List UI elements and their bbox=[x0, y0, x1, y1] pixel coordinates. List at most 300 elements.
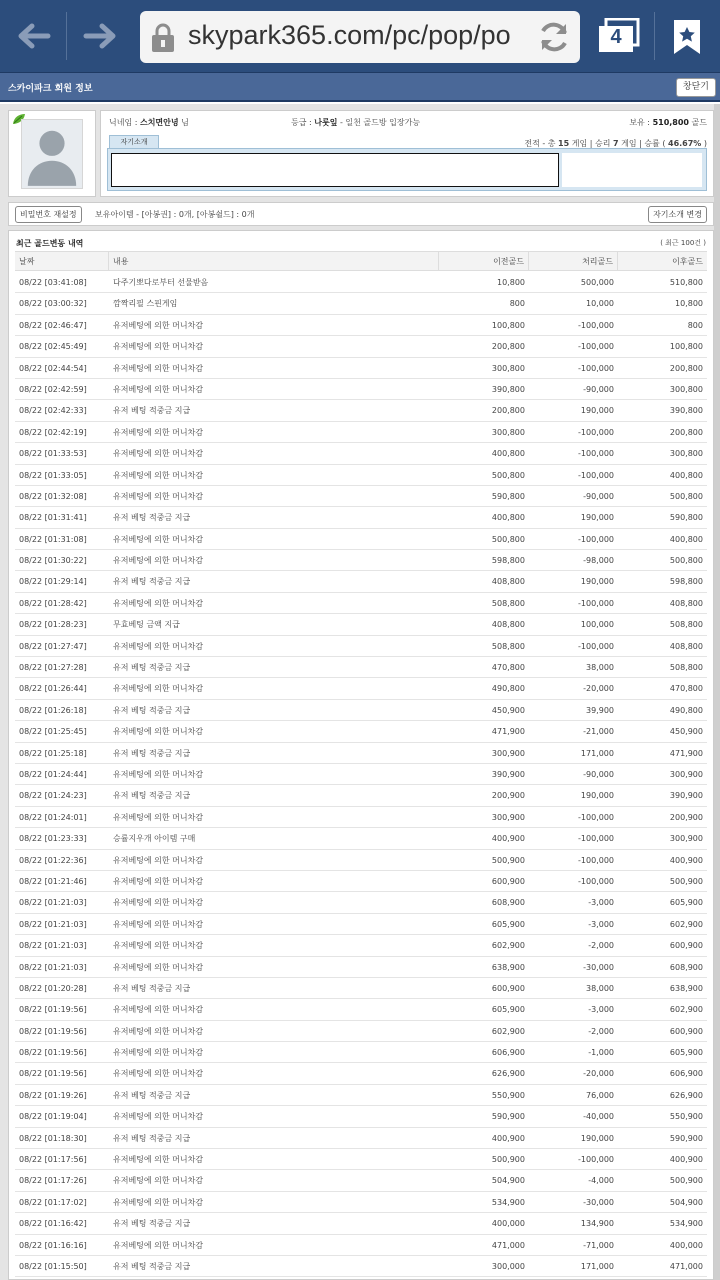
row-after-gold: 471,000 bbox=[669, 1261, 703, 1271]
row-proc-gold: -100,000 bbox=[578, 812, 614, 822]
row-proc-gold: -3,000 bbox=[588, 919, 614, 929]
forward-button[interactable] bbox=[78, 14, 122, 58]
row-prev-gold: 400,000 bbox=[491, 1219, 525, 1229]
row-date: 08/22 [01:16:16] bbox=[19, 1240, 87, 1250]
row-desc: 유저베팅에 의한 머니차감 bbox=[113, 876, 204, 886]
row-prev-gold: 10,800 bbox=[497, 278, 525, 287]
table-row bbox=[15, 486, 707, 507]
table-row bbox=[15, 957, 707, 978]
balance-line: 보유 : 510,800 골드 bbox=[629, 118, 707, 127]
row-after-gold: 606,900 bbox=[669, 1069, 703, 1079]
back-button[interactable] bbox=[12, 14, 56, 58]
column-header-prev: 이전골드 bbox=[439, 252, 529, 271]
row-prev-gold: 200,800 bbox=[491, 342, 525, 352]
table-row bbox=[15, 1042, 707, 1063]
row-after-gold: 10,800 bbox=[675, 299, 703, 309]
row-proc-gold: -3,000 bbox=[588, 1005, 614, 1015]
url-text: skypark365.com/pc/pop/po bbox=[188, 20, 511, 50]
row-prev-gold: 408,800 bbox=[491, 577, 525, 587]
row-after-gold: 550,900 bbox=[669, 1112, 703, 1122]
toolbar-divider bbox=[654, 12, 655, 60]
row-date: 08/22 [01:21:03] bbox=[19, 962, 87, 972]
row-proc-gold: -20,000 bbox=[583, 1069, 614, 1079]
row-date: 08/22 [01:17:56] bbox=[19, 1155, 87, 1165]
row-proc-gold: -100,000 bbox=[578, 876, 614, 886]
row-after-gold: 602,900 bbox=[669, 919, 703, 929]
row-after-gold: 590,800 bbox=[669, 513, 703, 523]
table-row bbox=[15, 1256, 707, 1277]
row-prev-gold: 200,900 bbox=[491, 791, 525, 801]
row-proc-gold: -100,000 bbox=[578, 427, 614, 437]
row-date: 08/22 [02:44:54] bbox=[19, 363, 87, 373]
row-proc-gold: 38,000 bbox=[586, 663, 614, 673]
row-date: 08/22 [01:26:18] bbox=[19, 705, 87, 715]
row-proc-gold: -2,000 bbox=[588, 941, 614, 951]
row-proc-gold: -90,000 bbox=[583, 491, 614, 501]
table-row bbox=[15, 550, 707, 571]
row-desc: 유저 베팅 적중금 지급 bbox=[113, 1261, 191, 1271]
row-desc: 유저베팅에 의한 머니차감 bbox=[113, 384, 204, 394]
row-prev-gold: 450,900 bbox=[491, 705, 525, 715]
table-row bbox=[15, 443, 707, 464]
row-after-gold: 300,800 bbox=[669, 384, 703, 394]
row-desc: 유저베팅에 의한 머니차감 bbox=[113, 769, 204, 779]
row-proc-gold: -100,000 bbox=[578, 1155, 614, 1165]
row-proc-gold: 134,900 bbox=[580, 1219, 614, 1229]
row-prev-gold: 300,900 bbox=[491, 812, 525, 822]
row-date: 08/22 [02:42:19] bbox=[19, 427, 87, 437]
table-row bbox=[15, 614, 707, 635]
row-date: 08/22 [01:27:28] bbox=[19, 663, 87, 673]
row-prev-gold: 606,900 bbox=[491, 1048, 525, 1058]
row-prev-gold: 638,900 bbox=[491, 962, 525, 972]
row-date: 08/22 [01:32:08] bbox=[19, 491, 87, 501]
table-row bbox=[15, 785, 707, 806]
row-after-gold: 600,900 bbox=[669, 1026, 703, 1036]
table-row bbox=[15, 871, 707, 892]
row-proc-gold: -3,000 bbox=[588, 898, 614, 908]
table-row bbox=[15, 1170, 707, 1191]
table-row bbox=[15, 1235, 707, 1256]
browser-toolbar bbox=[0, 0, 720, 72]
row-after-gold: 408,800 bbox=[669, 641, 703, 651]
row-after-gold: 598,800 bbox=[669, 577, 703, 587]
row-prev-gold: 200,800 bbox=[491, 406, 525, 416]
row-prev-gold: 390,800 bbox=[491, 384, 525, 394]
table-row bbox=[15, 422, 707, 443]
history-rows bbox=[15, 272, 707, 1277]
row-prev-gold: 500,900 bbox=[491, 855, 525, 865]
row-after-gold: 200,800 bbox=[669, 427, 703, 437]
reset-password-button[interactable]: 비밀번호 재설정 bbox=[15, 206, 82, 223]
row-prev-gold: 470,800 bbox=[491, 663, 525, 673]
table-row bbox=[15, 1063, 707, 1084]
row-desc: 유저 베팅 적중금 지급 bbox=[113, 1133, 191, 1143]
row-after-gold: 490,800 bbox=[669, 705, 703, 715]
row-desc: 유저베팅에 의한 머니차감 bbox=[113, 898, 204, 908]
row-after-gold: 390,900 bbox=[669, 791, 703, 801]
table-row bbox=[15, 721, 707, 742]
column-header-proc: 처리골드 bbox=[529, 252, 618, 271]
row-date: 08/22 [01:21:03] bbox=[19, 941, 87, 951]
row-date: 08/22 [01:28:23] bbox=[19, 620, 87, 630]
table-row bbox=[15, 1192, 707, 1213]
table-row bbox=[15, 1213, 707, 1234]
row-after-gold: 500,900 bbox=[669, 1176, 703, 1186]
table-row bbox=[15, 358, 707, 379]
row-date: 08/22 [01:27:47] bbox=[19, 641, 87, 651]
row-after-gold: 602,900 bbox=[669, 1005, 703, 1015]
self-intro-box bbox=[107, 148, 707, 191]
row-prev-gold: 626,900 bbox=[491, 1069, 525, 1079]
row-desc: 무효베팅 금액 지급 bbox=[113, 620, 180, 630]
column-header-after: 이후골드 bbox=[672, 257, 703, 266]
row-date: 08/22 [01:19:56] bbox=[19, 1026, 87, 1036]
row-desc: 유저베팅에 의한 머니차감 bbox=[113, 598, 204, 608]
row-after-gold: 400,000 bbox=[669, 1240, 703, 1250]
row-after-gold: 600,900 bbox=[669, 941, 703, 951]
row-date: 08/22 [01:29:14] bbox=[19, 577, 87, 587]
row-date: 08/22 [01:15:50] bbox=[19, 1261, 87, 1271]
row-desc: 유저베팅에 의한 머니차감 bbox=[113, 941, 204, 951]
row-proc-gold: 500,000 bbox=[580, 278, 614, 287]
row-desc: 유저베팅에 의한 머니차감 bbox=[113, 534, 204, 544]
table-row bbox=[15, 850, 707, 871]
row-prev-gold: 300,900 bbox=[491, 748, 525, 758]
row-prev-gold: 800 bbox=[509, 299, 525, 309]
row-after-gold: 510,800 bbox=[669, 278, 703, 287]
row-desc: 유저베팅에 의한 머니차감 bbox=[113, 320, 204, 330]
row-date: 08/22 [01:24:44] bbox=[19, 769, 87, 779]
row-after-gold: 590,900 bbox=[669, 1133, 703, 1143]
row-after-gold: 450,900 bbox=[669, 727, 703, 737]
row-date: 08/22 [01:21:03] bbox=[19, 898, 87, 908]
row-desc: 유저 베팅 적중금 지급 bbox=[113, 577, 191, 587]
row-date: 08/22 [01:20:28] bbox=[19, 983, 87, 993]
row-after-gold: 200,800 bbox=[669, 363, 703, 373]
table-row bbox=[15, 1128, 707, 1149]
row-date: 08/22 [01:24:01] bbox=[19, 812, 87, 822]
scroll-edge bbox=[714, 104, 720, 1280]
row-desc: 유저 베팅 적중금 지급 bbox=[113, 705, 191, 715]
row-proc-gold: 171,000 bbox=[580, 1261, 614, 1271]
row-proc-gold: -30,000 bbox=[583, 1197, 614, 1207]
balance: 510,800 bbox=[652, 118, 689, 127]
row-proc-gold: -98,000 bbox=[583, 556, 614, 566]
row-date: 08/22 [01:23:33] bbox=[19, 834, 87, 844]
row-after-gold: 400,900 bbox=[669, 1155, 703, 1165]
row-prev-gold: 608,900 bbox=[491, 898, 525, 908]
row-after-gold: 800 bbox=[687, 320, 703, 330]
row-desc: 유저베팅에 의한 머니차감 bbox=[113, 684, 204, 694]
row-desc: 유저베팅에 의한 머니차감 bbox=[113, 427, 204, 437]
row-proc-gold: 190,000 bbox=[580, 791, 614, 801]
row-date: 08/22 [01:25:45] bbox=[19, 727, 87, 737]
row-desc: 유저 베팅 적중금 지급 bbox=[113, 406, 191, 416]
row-after-gold: 608,900 bbox=[669, 962, 703, 972]
row-prev-gold: 605,900 bbox=[491, 919, 525, 929]
row-proc-gold: -1,000 bbox=[588, 1048, 614, 1058]
row-desc: 유저 베팅 적중금 지급 bbox=[113, 983, 191, 993]
row-desc: 유저베팅에 의한 머니차감 bbox=[113, 727, 204, 737]
game-record: 전적 - 총 15 게임 | 승리 7 게임 | 승률 ( 46.67% ) bbox=[524, 139, 707, 148]
row-desc: 유저베팅에 의한 머니차감 bbox=[113, 449, 204, 459]
row-after-gold: 471,900 bbox=[669, 748, 703, 758]
lock-icon bbox=[150, 23, 176, 53]
row-desc: 유저 베팅 적중금 지급 bbox=[113, 791, 191, 801]
row-prev-gold: 602,900 bbox=[491, 1026, 525, 1036]
bookmark-icon[interactable] bbox=[672, 18, 702, 56]
row-after-gold: 470,800 bbox=[669, 684, 703, 694]
row-date: 08/22 [01:25:18] bbox=[19, 748, 87, 758]
owned-items: 보유아이템 - [아봉권] : 0개, [아봉쉴드] : 0개 bbox=[95, 210, 255, 219]
row-desc: 다주기뽀다로부터 선물받음 bbox=[113, 278, 209, 287]
row-prev-gold: 390,900 bbox=[491, 769, 525, 779]
row-after-gold: 605,900 bbox=[669, 1048, 703, 1058]
row-date: 08/22 [01:21:46] bbox=[19, 876, 87, 886]
table-row bbox=[15, 1106, 707, 1127]
row-proc-gold: 10,000 bbox=[586, 299, 614, 309]
table-row bbox=[15, 935, 707, 956]
nickname: 스치면안녕 bbox=[139, 118, 179, 127]
table-row bbox=[15, 1021, 707, 1042]
row-proc-gold: -90,000 bbox=[583, 384, 614, 394]
row-date: 08/22 [01:16:42] bbox=[19, 1219, 87, 1229]
row-desc: 유저베팅에 의한 머니차감 bbox=[113, 556, 204, 566]
row-prev-gold: 504,900 bbox=[491, 1176, 525, 1186]
row-prev-gold: 100,800 bbox=[491, 320, 525, 330]
row-desc: 유저베팅에 의한 머니차감 bbox=[113, 812, 204, 822]
row-proc-gold: -100,000 bbox=[578, 534, 614, 544]
row-prev-gold: 590,800 bbox=[491, 491, 525, 501]
table-row bbox=[15, 764, 707, 785]
row-desc: 유저베팅에 의한 머니차감 bbox=[113, 1005, 204, 1015]
row-prev-gold: 602,900 bbox=[491, 941, 525, 951]
row-date: 08/22 [01:18:30] bbox=[19, 1133, 87, 1143]
profile-info-panel bbox=[100, 110, 714, 197]
row-proc-gold: -100,000 bbox=[578, 470, 614, 480]
row-prev-gold: 400,800 bbox=[491, 449, 525, 459]
table-row bbox=[15, 529, 707, 550]
row-desc: 유저베팅에 의한 머니차감 bbox=[113, 470, 204, 480]
row-after-gold: 504,900 bbox=[669, 1197, 703, 1207]
grade: 나룻잎 bbox=[314, 118, 338, 127]
row-date: 08/22 [01:31:08] bbox=[19, 534, 87, 544]
row-proc-gold: 190,000 bbox=[580, 406, 614, 416]
row-prev-gold: 508,800 bbox=[491, 598, 525, 608]
row-desc: 유저베팅에 의한 머니차감 bbox=[113, 641, 204, 651]
table-row bbox=[15, 914, 707, 935]
table-row bbox=[15, 892, 707, 913]
row-proc-gold: 39,900 bbox=[586, 705, 614, 715]
column-header-desc: 내용 bbox=[109, 252, 439, 271]
row-prev-gold: 500,800 bbox=[491, 534, 525, 544]
row-proc-gold: 100,000 bbox=[580, 620, 614, 630]
row-after-gold: 626,900 bbox=[669, 1090, 703, 1100]
table-header bbox=[15, 251, 707, 271]
row-proc-gold: -100,000 bbox=[578, 641, 614, 651]
row-prev-gold: 590,900 bbox=[491, 1112, 525, 1122]
table-row bbox=[15, 507, 707, 528]
profile-photo-box bbox=[8, 110, 96, 197]
avatar bbox=[21, 119, 83, 189]
row-date: 08/22 [01:19:04] bbox=[19, 1112, 87, 1122]
row-prev-gold: 605,900 bbox=[491, 1005, 525, 1015]
row-desc: 유저 베팅 적중금 지급 bbox=[113, 748, 191, 758]
table-row bbox=[15, 379, 707, 400]
row-desc: 유저베팅에 의한 머니차감 bbox=[113, 855, 204, 865]
reload-icon[interactable] bbox=[536, 19, 572, 55]
row-prev-gold: 508,800 bbox=[491, 641, 525, 651]
row-prev-gold: 598,800 bbox=[491, 556, 525, 566]
account-actions-bar bbox=[8, 202, 714, 226]
row-proc-gold: -100,000 bbox=[578, 598, 614, 608]
row-after-gold: 534,900 bbox=[669, 1219, 703, 1229]
tab-self-intro[interactable]: 자기소개 bbox=[109, 135, 159, 148]
row-proc-gold: 38,000 bbox=[586, 983, 614, 993]
row-proc-gold: 190,000 bbox=[580, 513, 614, 523]
table-row bbox=[15, 571, 707, 592]
table-row bbox=[15, 636, 707, 657]
row-date: 08/22 [01:17:26] bbox=[19, 1176, 87, 1186]
row-after-gold: 200,900 bbox=[669, 812, 703, 822]
row-date: 08/22 [01:22:36] bbox=[19, 855, 87, 865]
self-intro-area bbox=[562, 153, 702, 187]
row-proc-gold: -100,000 bbox=[578, 834, 614, 844]
row-prev-gold: 300,800 bbox=[491, 427, 525, 437]
row-proc-gold: -71,000 bbox=[583, 1240, 614, 1250]
column-header-date: 날짜 bbox=[15, 252, 109, 271]
user-silhouette-icon bbox=[22, 120, 82, 188]
row-desc: 유저 베팅 적중금 지급 bbox=[113, 1090, 191, 1100]
row-proc-gold: -100,000 bbox=[578, 342, 614, 352]
row-desc: 유저 베팅 적중금 지급 bbox=[113, 513, 191, 523]
row-desc: 유저베팅에 의한 머니차감 bbox=[113, 1240, 204, 1250]
row-date: 08/22 [01:26:44] bbox=[19, 684, 87, 694]
table-row bbox=[15, 400, 707, 421]
table-row bbox=[15, 828, 707, 849]
table-row bbox=[15, 272, 707, 293]
row-after-gold: 300,900 bbox=[669, 834, 703, 844]
row-prev-gold: 300,800 bbox=[491, 363, 525, 373]
row-desc: 깜짝리필 스핀게임 bbox=[113, 299, 178, 309]
row-proc-gold: -100,000 bbox=[578, 320, 614, 330]
row-prev-gold: 500,800 bbox=[491, 470, 525, 480]
grade-line: 등급 : 나룻잎 - 일천 골드방 입장가능 bbox=[291, 118, 421, 127]
table-row bbox=[15, 700, 707, 721]
row-prev-gold: 550,900 bbox=[491, 1090, 525, 1100]
row-after-gold: 390,800 bbox=[669, 406, 703, 416]
table-row bbox=[15, 657, 707, 678]
table-row bbox=[15, 1149, 707, 1170]
row-desc: 유저베팅에 의한 머니차감 bbox=[113, 363, 204, 373]
row-date: 08/22 [02:42:59] bbox=[19, 384, 87, 394]
row-proc-gold: -100,000 bbox=[578, 363, 614, 373]
row-desc: 유저베팅에 의한 머니차감 bbox=[113, 962, 204, 972]
row-after-gold: 300,800 bbox=[669, 449, 703, 459]
row-date: 08/22 [01:30:22] bbox=[19, 556, 87, 566]
row-date: 08/22 [01:19:56] bbox=[19, 1069, 87, 1079]
row-prev-gold: 300,000 bbox=[491, 1261, 525, 1271]
forward-icon bbox=[78, 14, 122, 58]
table-row bbox=[15, 999, 707, 1020]
popup-header bbox=[0, 72, 720, 102]
row-proc-gold: -21,000 bbox=[583, 727, 614, 737]
row-proc-gold: -30,000 bbox=[583, 962, 614, 972]
table-row bbox=[15, 978, 707, 999]
table-row bbox=[15, 593, 707, 614]
table-row bbox=[15, 678, 707, 699]
history-title: 최근 골드변동 내역 bbox=[16, 239, 84, 248]
row-proc-gold: -20,000 bbox=[583, 684, 614, 694]
row-proc-gold: 171,000 bbox=[580, 748, 614, 758]
change-intro-button[interactable]: 자기소개 변경 bbox=[648, 206, 707, 223]
row-proc-gold: 190,000 bbox=[580, 577, 614, 587]
row-desc: 승률지우개 아이템 구매 bbox=[113, 834, 196, 844]
row-date: 08/22 [01:19:26] bbox=[19, 1090, 87, 1100]
row-date: 08/22 [01:21:03] bbox=[19, 919, 87, 929]
row-date: 08/22 [01:19:56] bbox=[19, 1048, 87, 1058]
row-after-gold: 100,800 bbox=[669, 342, 703, 352]
row-proc-gold: 76,000 bbox=[586, 1090, 614, 1100]
nickname-line: 닉네임 : 스치면안녕 님 bbox=[109, 118, 189, 127]
row-prev-gold: 471,000 bbox=[491, 1240, 525, 1250]
table-row bbox=[15, 1085, 707, 1106]
row-date: 08/22 [02:42:33] bbox=[19, 406, 87, 416]
row-date: 08/22 [01:19:56] bbox=[19, 1005, 87, 1015]
row-prev-gold: 600,900 bbox=[491, 876, 525, 886]
row-date: 08/22 [01:24:23] bbox=[19, 791, 87, 801]
row-after-gold: 508,800 bbox=[669, 620, 703, 630]
row-desc: 유저 베팅 적중금 지급 bbox=[113, 663, 191, 673]
row-prev-gold: 400,900 bbox=[491, 1133, 525, 1143]
row-date: 08/22 [02:45:49] bbox=[19, 342, 87, 352]
row-proc-gold: -2,000 bbox=[588, 1026, 614, 1036]
row-after-gold: 500,800 bbox=[669, 556, 703, 566]
row-after-gold: 638,900 bbox=[669, 983, 703, 993]
row-after-gold: 605,900 bbox=[669, 898, 703, 908]
table-row bbox=[15, 315, 707, 336]
history-count: ( 최근 100건 ) bbox=[660, 239, 706, 247]
row-desc: 유저베팅에 의한 머니차감 bbox=[113, 1069, 204, 1079]
row-desc: 유저베팅에 의한 머니차감 bbox=[113, 1155, 204, 1165]
row-desc: 유저베팅에 의한 머니차감 bbox=[113, 1026, 204, 1036]
row-proc-gold: -4,000 bbox=[588, 1176, 614, 1186]
row-desc: 유저베팅에 의한 머니차감 bbox=[113, 1048, 204, 1058]
self-intro-field[interactable] bbox=[111, 153, 559, 187]
close-window-button[interactable]: 창닫기 bbox=[676, 78, 716, 97]
row-after-gold: 500,900 bbox=[669, 876, 703, 886]
row-after-gold: 508,800 bbox=[669, 663, 703, 673]
popup-title: 스카이파크 회원 정보 bbox=[8, 84, 93, 94]
row-prev-gold: 600,900 bbox=[491, 983, 525, 993]
row-proc-gold: -40,000 bbox=[583, 1112, 614, 1122]
row-desc: 유저베팅에 의한 머니차감 bbox=[113, 1112, 204, 1122]
table-row bbox=[15, 743, 707, 764]
row-date: 08/22 [03:41:08] bbox=[19, 278, 87, 287]
row-prev-gold: 471,900 bbox=[491, 727, 525, 737]
row-after-gold: 400,900 bbox=[669, 855, 703, 865]
row-date: 08/22 [01:33:05] bbox=[19, 470, 87, 480]
table-row bbox=[15, 336, 707, 357]
row-desc: 유저베팅에 의한 머니차감 bbox=[113, 342, 204, 352]
row-prev-gold: 408,800 bbox=[491, 620, 525, 630]
tab-count: 4 bbox=[610, 26, 622, 48]
table-row bbox=[15, 807, 707, 828]
row-prev-gold: 400,900 bbox=[491, 834, 525, 844]
row-after-gold: 408,800 bbox=[669, 598, 703, 608]
address-bar[interactable] bbox=[140, 11, 580, 63]
